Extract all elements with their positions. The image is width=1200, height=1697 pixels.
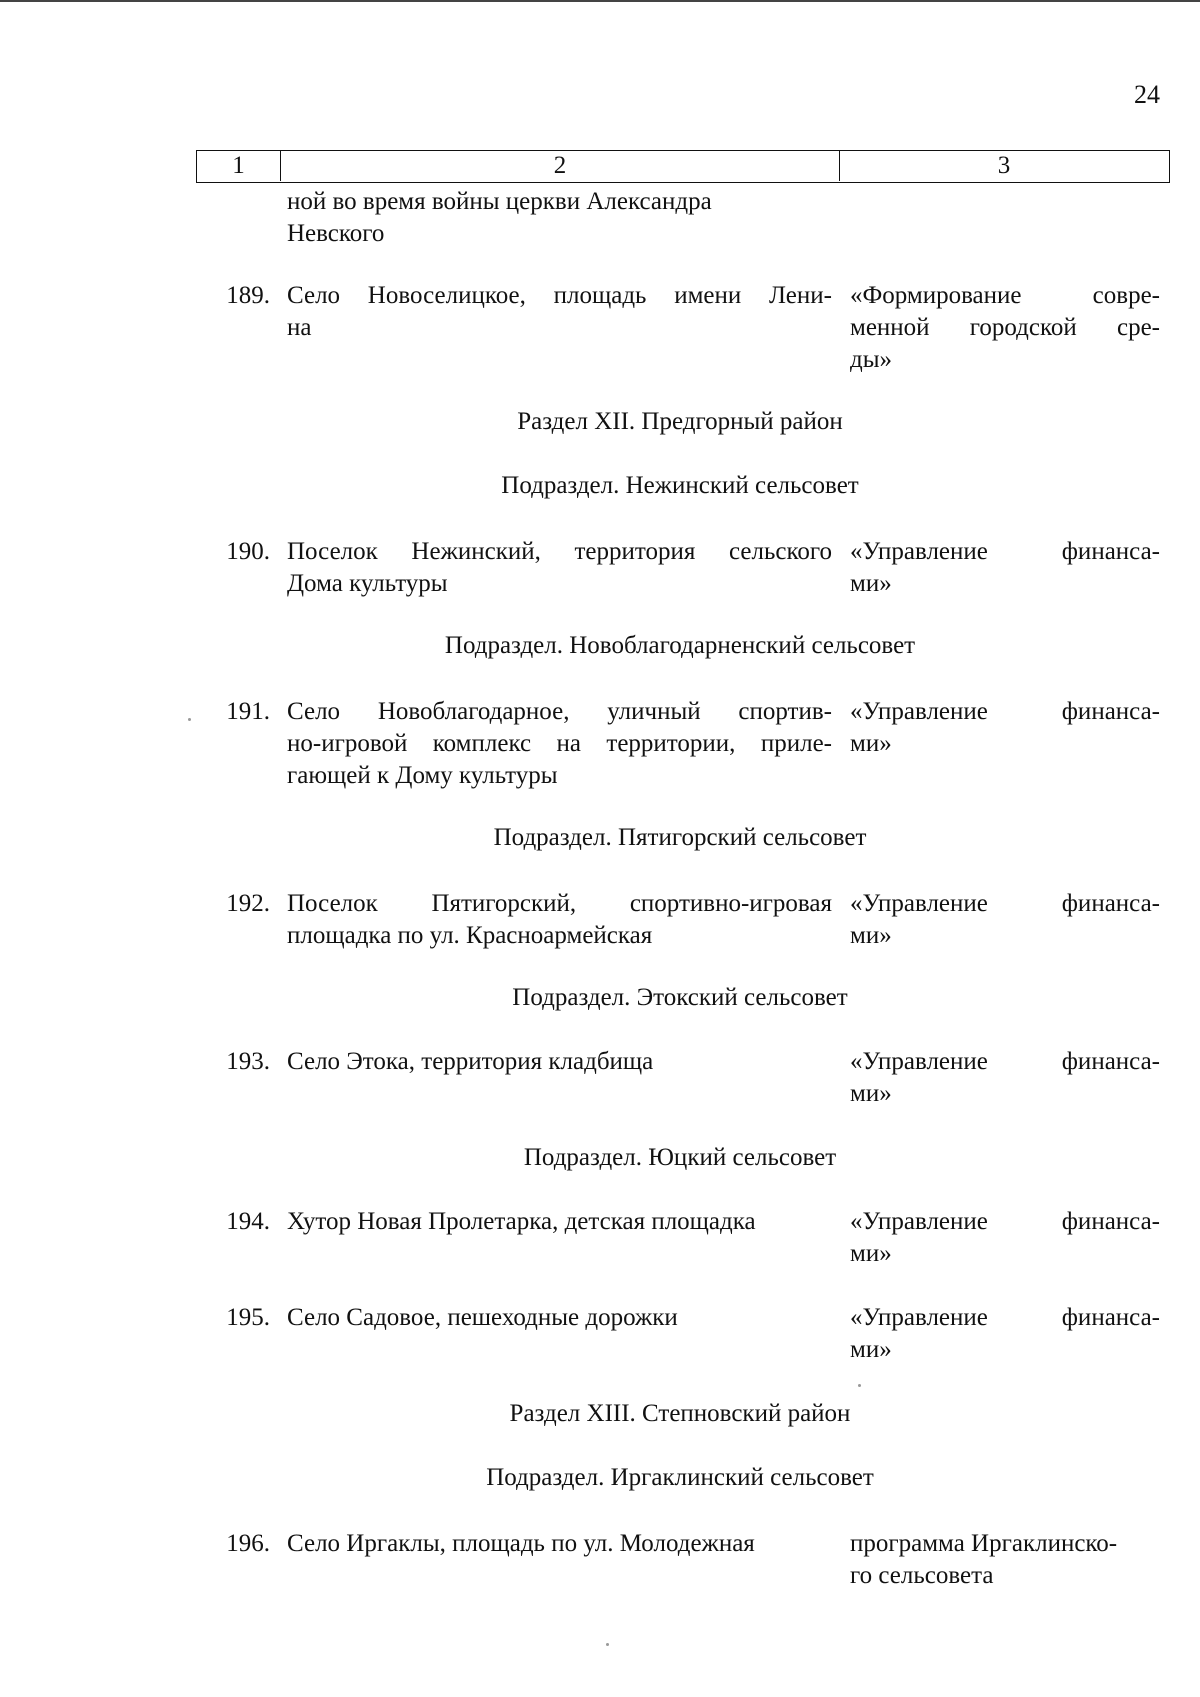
entry-number: 195.: [226, 1304, 270, 1331]
entry-number: 194.: [226, 1208, 270, 1235]
location-line: Село Иргаклы, площадь по ул. Молодежная: [287, 1530, 755, 1557]
program-line: «Управление финанса-: [850, 1304, 1160, 1331]
program-line: ми»: [850, 1080, 892, 1107]
location-line: Хутор Новая Пролетарка, детская площадка: [287, 1208, 756, 1235]
subsection-heading: Подраздел. Нежинский сельсовет: [501, 472, 859, 499]
location-line: на: [287, 314, 312, 341]
program-line: ды»: [850, 346, 893, 373]
scan-speck: [858, 1384, 861, 1387]
subsection-heading: Подраздел. Этокский сельсовет: [512, 984, 848, 1011]
program-line: го сельсовета: [850, 1562, 994, 1589]
program-line: «Управление финанса-: [850, 890, 1160, 917]
subsection-heading: Подраздел. Иргаклинский сельсовет: [486, 1464, 874, 1491]
location-line: площадка по ул. Красноармейская: [287, 922, 653, 949]
page-number: 24: [1134, 80, 1160, 109]
column-3-header: 3: [997, 152, 1011, 179]
section-heading: Раздел XIII. Степновский район: [509, 1400, 851, 1427]
table-header: [196, 150, 1170, 183]
entry-number: 190.: [226, 538, 270, 565]
program-line: «Управление финанса-: [850, 1048, 1160, 1075]
entry-number: 191.: [226, 698, 270, 725]
entry-number: 196.: [226, 1530, 270, 1557]
program-line: ми»: [850, 1336, 892, 1363]
program-line: «Управление финанса-: [850, 698, 1160, 725]
program-line: ми»: [850, 1240, 892, 1267]
section-heading: Раздел XII. Предгорный район: [517, 408, 843, 435]
location-line: Поселок Нежинский, территория сельского: [287, 538, 832, 565]
program-line: ми»: [850, 570, 892, 597]
subsection-heading: Подраздел. Новоблагодарненский сельсовет: [444, 632, 916, 659]
location-line: ной во время войны церкви Александра: [287, 188, 712, 215]
entry-number: 193.: [226, 1048, 270, 1075]
program-line: «Управление финанса-: [850, 538, 1160, 565]
subsection-heading: Подраздел. Юцкий сельсовет: [523, 1144, 837, 1171]
program-line: программа Иргаклинско-: [850, 1530, 1118, 1557]
entry-number: 192.: [226, 890, 270, 917]
entry-number: 189.: [226, 282, 270, 309]
scan-speck: [188, 718, 191, 721]
location-line: Дома культуры: [287, 570, 448, 597]
program-line: «Формирование совре-: [850, 282, 1160, 309]
location-line: Село Новоблагодарное, уличный спортив-: [287, 698, 832, 725]
location-line: гающей к Дому культуры: [287, 762, 558, 789]
location-line: Село Садовое, пешеходные дорожки: [287, 1304, 678, 1331]
location-line: Поселок Пятигорский, спортивно-игровая: [287, 890, 832, 917]
location-line: Село Новоселицкое, площадь имени Лени-: [287, 282, 832, 309]
location-line: Невского: [287, 220, 385, 247]
scan-speck: [606, 1643, 609, 1646]
program-line: ми»: [850, 730, 892, 757]
location-line: Село Этока, территория кладбища: [287, 1048, 654, 1075]
program-line: ми»: [850, 922, 892, 949]
program-line: «Управление финанса-: [850, 1208, 1160, 1235]
subsection-heading: Подраздел. Пятигорский сельсовет: [493, 824, 867, 851]
column-1-header: 1: [197, 151, 281, 181]
column-2-header: 2: [281, 151, 840, 181]
program-line: менной городской сре-: [850, 314, 1160, 341]
top-rule: [0, 0, 1200, 2]
location-line: но-игровой комплекс на территории, приле-: [287, 730, 832, 757]
